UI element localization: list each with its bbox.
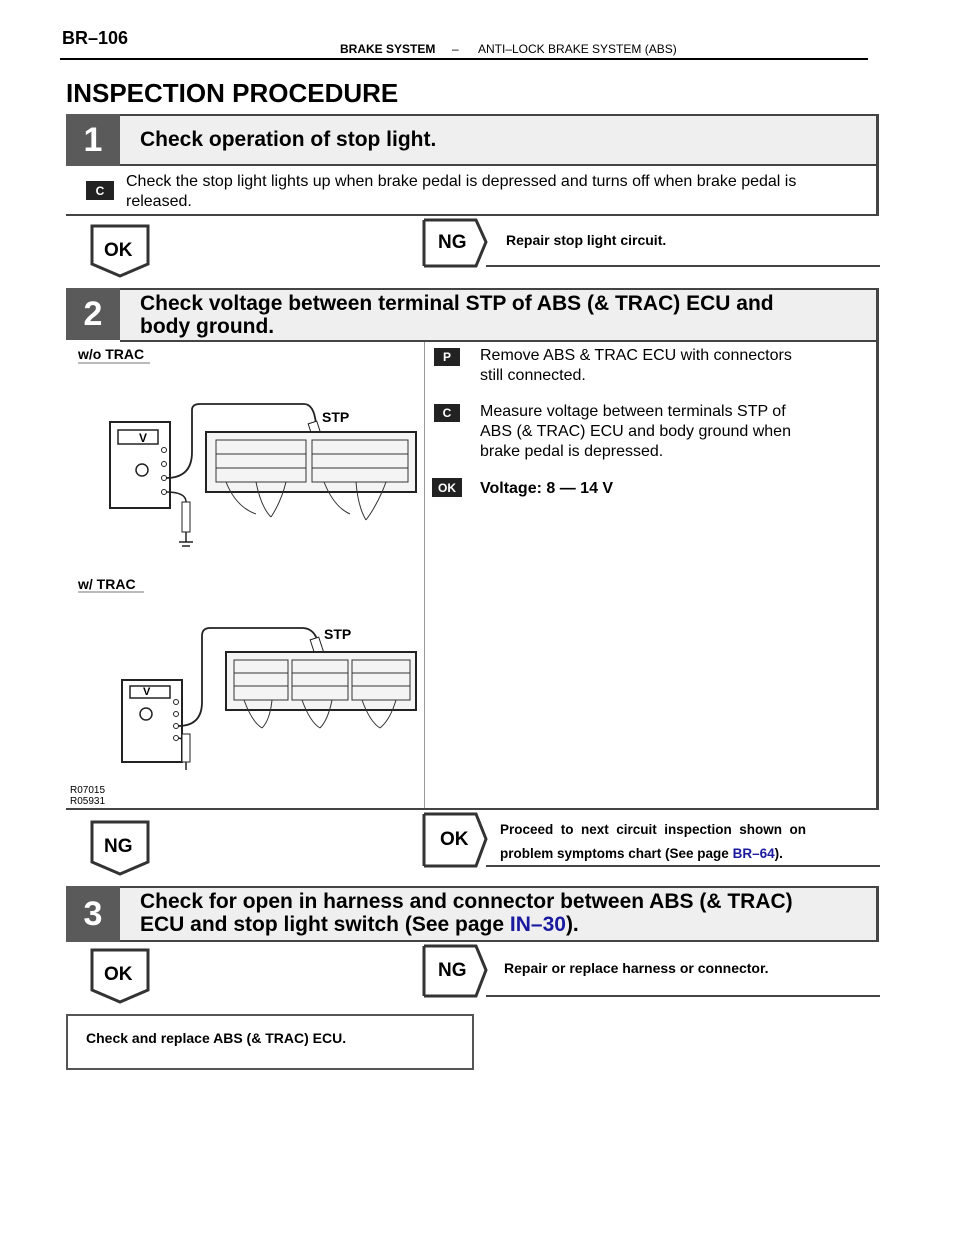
wiring-figure bbox=[66, 342, 424, 808]
link-br-64[interactable]: BR–64 bbox=[732, 846, 775, 861]
step1-check-tag: C bbox=[86, 181, 114, 200]
section-name: BRAKE SYSTEM bbox=[340, 42, 436, 56]
step3-ok-label: OK bbox=[104, 964, 133, 985]
step1-ng-label: NG bbox=[438, 232, 467, 253]
step2-prep-line1: Remove ABS & TRAC ECU with connectors bbox=[480, 347, 792, 364]
step3-title-line1: Check for open in harness and connector between ABS (& TRAC) bbox=[140, 890, 793, 913]
step1-ok-label: OK bbox=[104, 240, 133, 261]
step3-title-prefix: ECU and stop light switch (See page bbox=[140, 913, 510, 936]
step3-ng-label: NG bbox=[438, 960, 467, 981]
step2-ok-action-suffix: ). bbox=[774, 846, 783, 861]
final-action-text: Check and replace ABS (& TRAC) ECU. bbox=[86, 1030, 347, 1046]
subsection-name: ANTI–LOCK BRAKE SYSTEM (ABS) bbox=[478, 42, 677, 56]
step1-number: 1 bbox=[83, 120, 103, 159]
step1-number-box bbox=[66, 114, 120, 166]
figure-code-1: R07015 bbox=[70, 785, 106, 796]
step2-ng-label: NG bbox=[104, 836, 133, 857]
figure-divider bbox=[424, 342, 425, 808]
meter-label-1: V bbox=[139, 431, 148, 445]
ecu-connector-2 bbox=[226, 652, 416, 710]
step2-check-line2: ABS (& TRAC) ECU and body ground when bbox=[480, 423, 791, 440]
stp-label-2: STP bbox=[324, 626, 352, 642]
header-separator: – bbox=[452, 42, 459, 56]
page-code: BR–106 bbox=[62, 28, 129, 48]
step2-check-line3: brake pedal is depressed. bbox=[480, 443, 664, 460]
figure-code-2: R05931 bbox=[70, 796, 106, 807]
step2-ok-label: OK bbox=[440, 829, 469, 850]
figure-label-w-trac: w/ TRAC bbox=[78, 576, 136, 592]
step3-title-suffix: ). bbox=[565, 913, 579, 936]
step3-title-line2 bbox=[140, 913, 579, 936]
step2-prep-line2: still connected. bbox=[480, 367, 586, 384]
stp-label-1: STP bbox=[322, 409, 350, 425]
step3-ng-action: Repair or replace harness or connector. bbox=[504, 960, 769, 976]
step1-check-text: Check the stop light lights up when brake pedal is depressed and turns off when brake pedal is released. bbox=[126, 173, 797, 210]
step2-ok-action-prefix: problem symptoms chart (See page bbox=[500, 846, 733, 861]
step2-ok-spec: Voltage: 8 — 14 V bbox=[480, 480, 614, 497]
ecu-connector-1 bbox=[206, 432, 416, 492]
step2-ok-action-line1: Proceed to next circuit inspection shown on bbox=[500, 822, 807, 837]
link-in-30[interactable]: IN–30 bbox=[509, 913, 566, 936]
figure-label-wo-trac: w/o TRAC bbox=[78, 346, 145, 362]
step2-number: 2 bbox=[83, 294, 103, 333]
step2-check-tag: C bbox=[434, 404, 460, 422]
step2-check-line1: Measure voltage between terminals STP of bbox=[480, 403, 786, 420]
step2-ok-tag: OK bbox=[432, 478, 462, 497]
step3-number-box bbox=[66, 886, 120, 942]
step2-title-line2: body ground. bbox=[140, 315, 275, 338]
step2-ok-badge bbox=[422, 812, 882, 870]
header-rule bbox=[60, 58, 868, 60]
step2-number-box bbox=[66, 288, 120, 340]
meter-label-2: V bbox=[143, 686, 151, 698]
step2-prep-tag: P bbox=[434, 348, 460, 366]
page-title: INSPECTION PROCEDURE bbox=[66, 78, 399, 108]
step2-title-line1: Check voltage between terminal STP of ABS (& TRAC) ECU and bbox=[140, 292, 774, 315]
step2-ok-action-line2 bbox=[500, 846, 783, 861]
step3-number: 3 bbox=[83, 894, 103, 933]
step1-title: Check operation of stop light. bbox=[140, 128, 437, 151]
step1-ng-action: Repair stop light circuit. bbox=[506, 232, 667, 248]
